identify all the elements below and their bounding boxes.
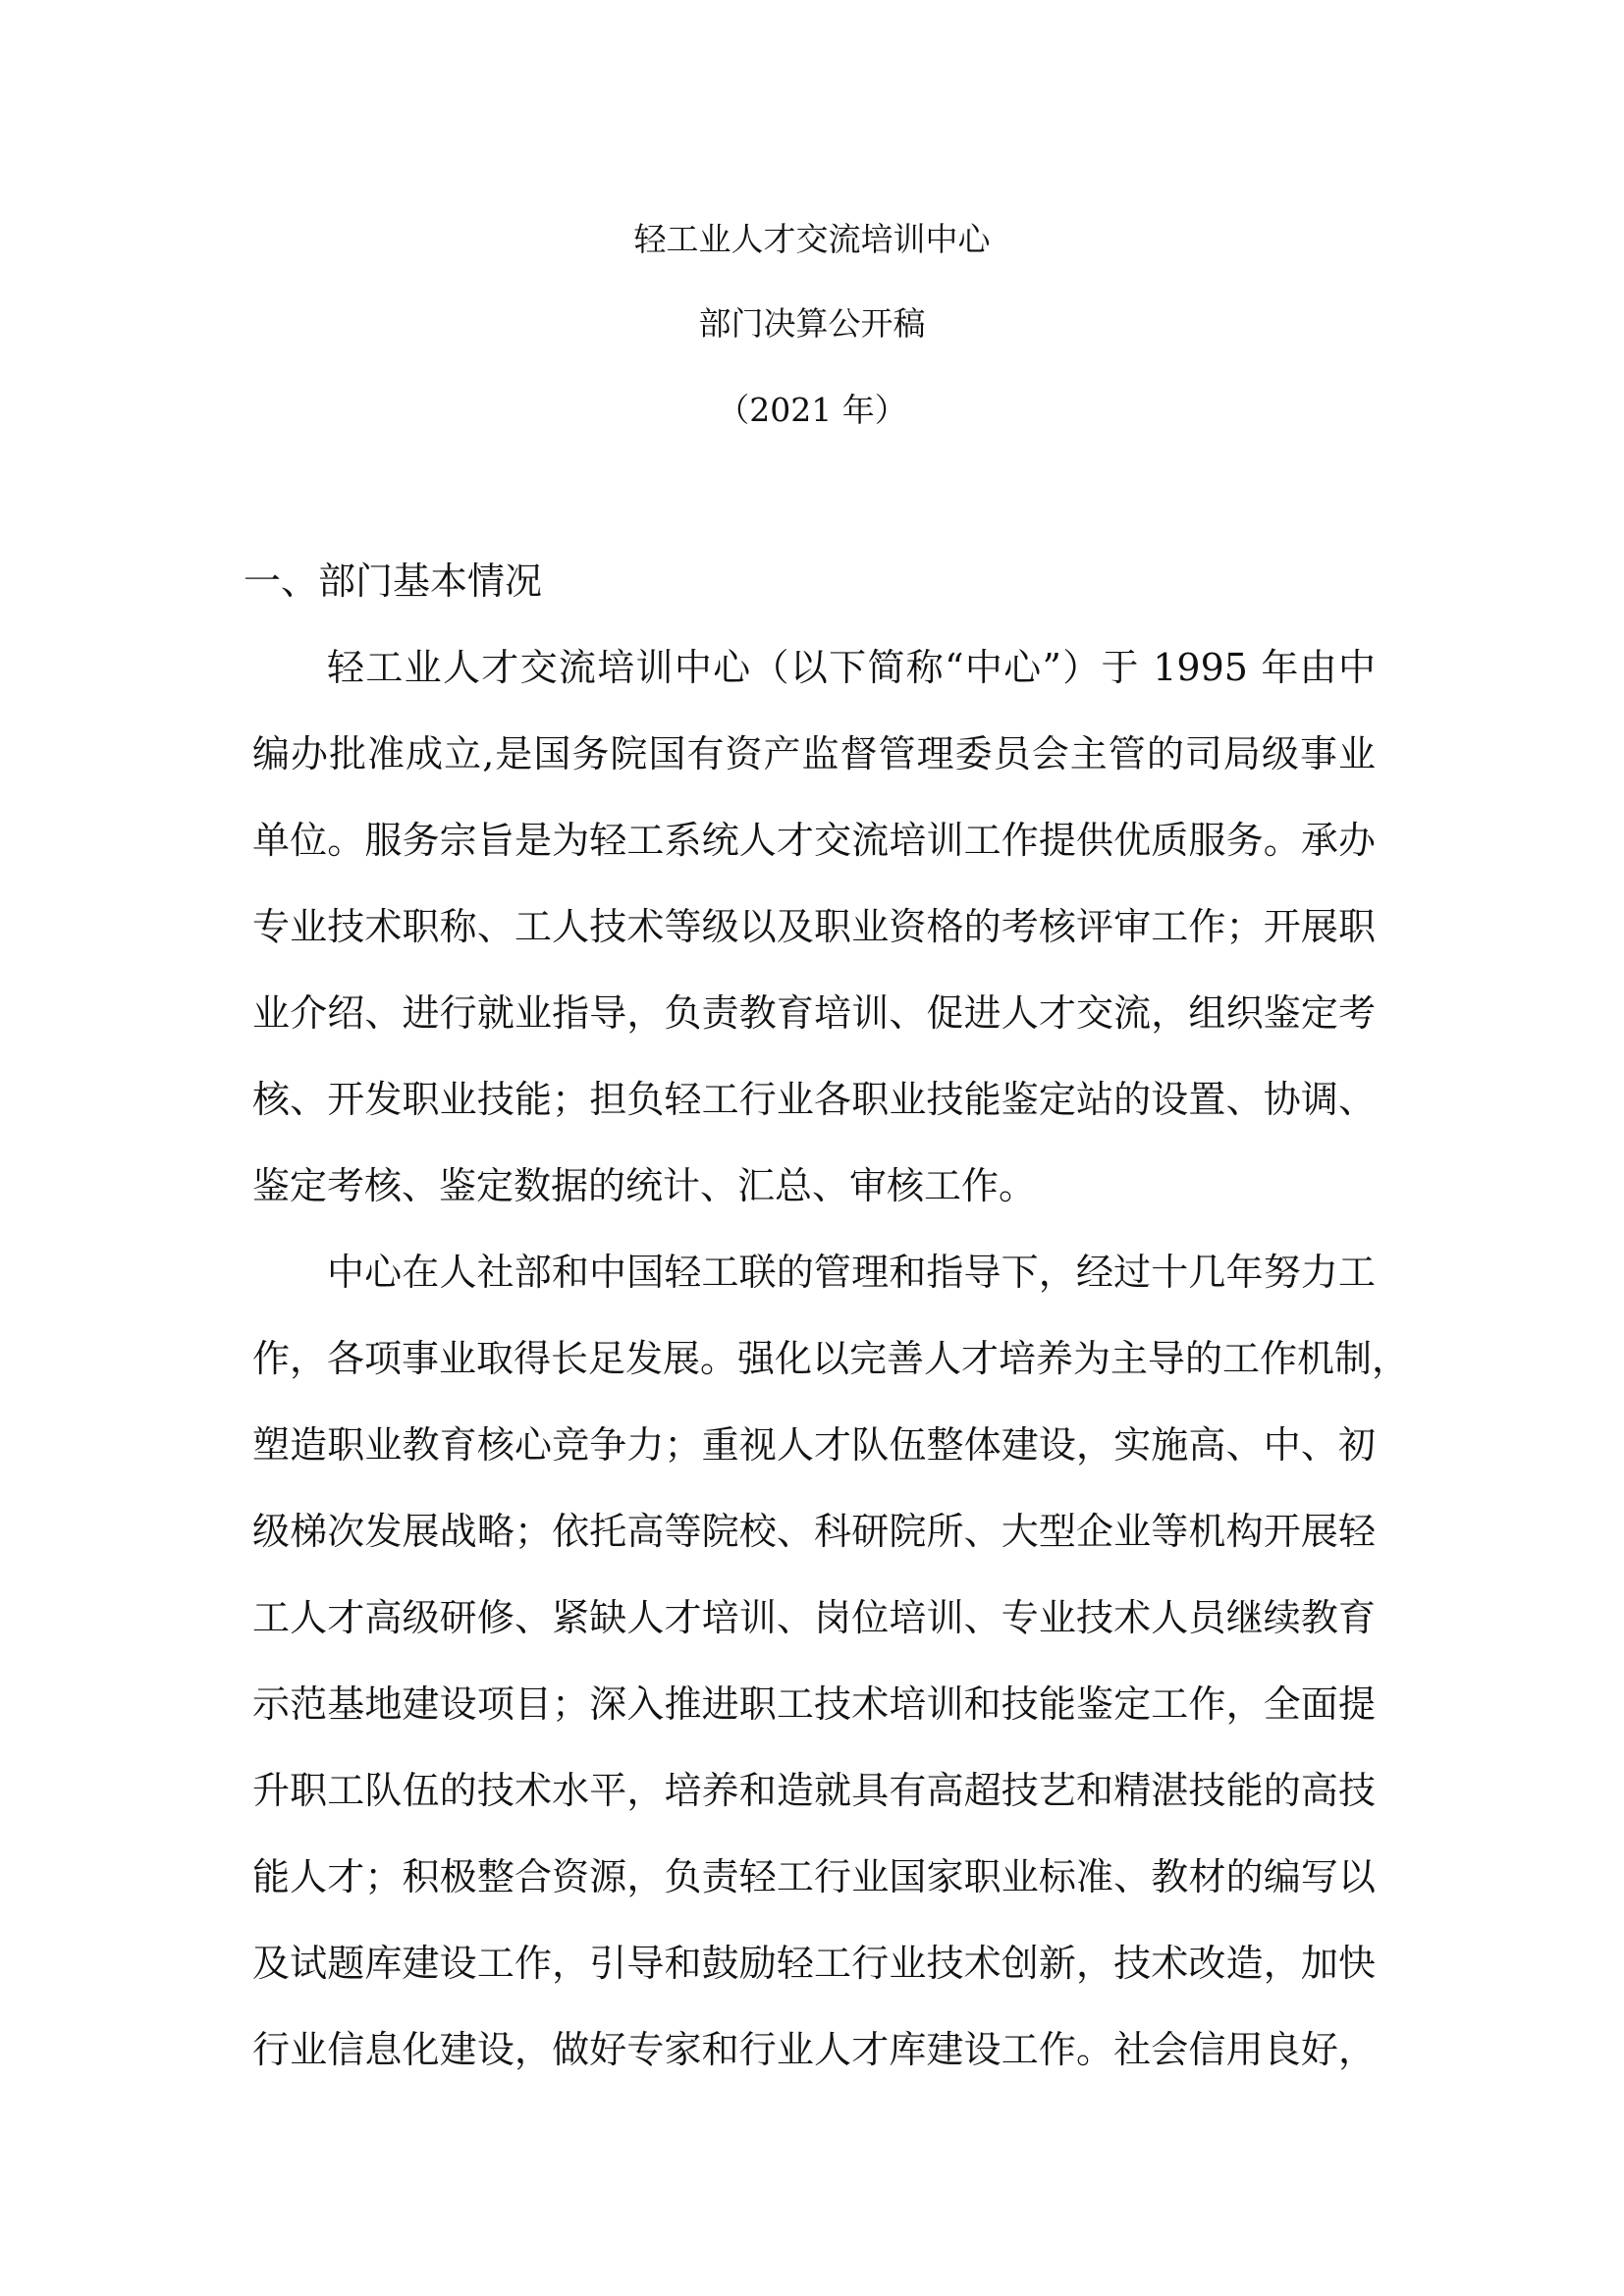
paragraph-1-line-1: 轻工业人才交流培训中心（以下简称“中心”）于 1995 年由中: [327, 646, 1376, 689]
paragraph-2-line-4: 级梯次发展战略；依托高等院校、科研院所、大型企业等机构开展轻: [252, 1510, 1376, 1553]
paragraph-1-line-6: 核、开发职业技能；担负轻工行业各职业技能鉴定站的设置、协调、: [252, 1078, 1376, 1121]
paragraph-1-line-3: 单位。服务宗旨是为轻工系统人才交流培训工作提供优质服务。承办: [252, 819, 1376, 862]
paragraph-1-line-5: 业介绍、进行就业指导，负责教育培训、促进人才交流，组织鉴定考: [252, 991, 1376, 1035]
paragraph-2-line-6: 示范基地建设项目；深入推进职工技术培训和技能鉴定工作，全面提: [252, 1682, 1376, 1726]
section-heading: 一、部门基本情况: [244, 560, 543, 603]
paragraph-2-line-9: 及试题库建设工作，引导和鼓励轻工行业技术创新，技术改造，加快: [252, 1942, 1376, 1985]
paragraph-2-line-7: 升职工队伍的技术水平，培养和造就具有高超技艺和精湛技能的高技: [252, 1769, 1376, 1812]
doc-title-name: 部门决算公开稿: [698, 304, 926, 343]
paragraph-2-line-8: 能人才；积极整合资源，负责轻工行业国家职业标准、教材的编写以: [252, 1855, 1376, 1898]
paragraph-1-line-7: 鉴定考核、鉴定数据的统计、汇总、审核工作。: [252, 1164, 1037, 1207]
paragraph-2-line-10: 行业信息化建设，做好专家和行业人才库建设工作。社会信用良好，: [252, 2028, 1376, 2071]
paragraph-2-line-3: 塑造职业教育核心竞争力；重视人才队伍整体建设，实施高、中、初: [252, 1423, 1376, 1467]
paragraph-2-line-1: 中心在人社部和中国轻工联的管理和指导下，经过十几年努力工: [327, 1251, 1376, 1294]
paragraph-2-line-5: 工人才高级研修、紧缺人才培训、岗位培训、专业技术人员继续教育: [252, 1596, 1376, 1639]
paragraph-1-line-4: 专业技术职称、工人技术等级以及职业资格的考核评审工作；开展职: [252, 905, 1376, 948]
doc-title-org: 轻工业人才交流培训中心: [633, 220, 991, 258]
paragraph-2-line-2: 作，各项事业取得长足发展。强化以完善人才培养为主导的工作机制，: [252, 1337, 1410, 1380]
doc-title-year: （2021 年）: [717, 391, 907, 429]
paragraph-1-line-2: 编办批准成立,是国务院国有资产监督管理委员会主管的司局级事业: [252, 732, 1376, 775]
